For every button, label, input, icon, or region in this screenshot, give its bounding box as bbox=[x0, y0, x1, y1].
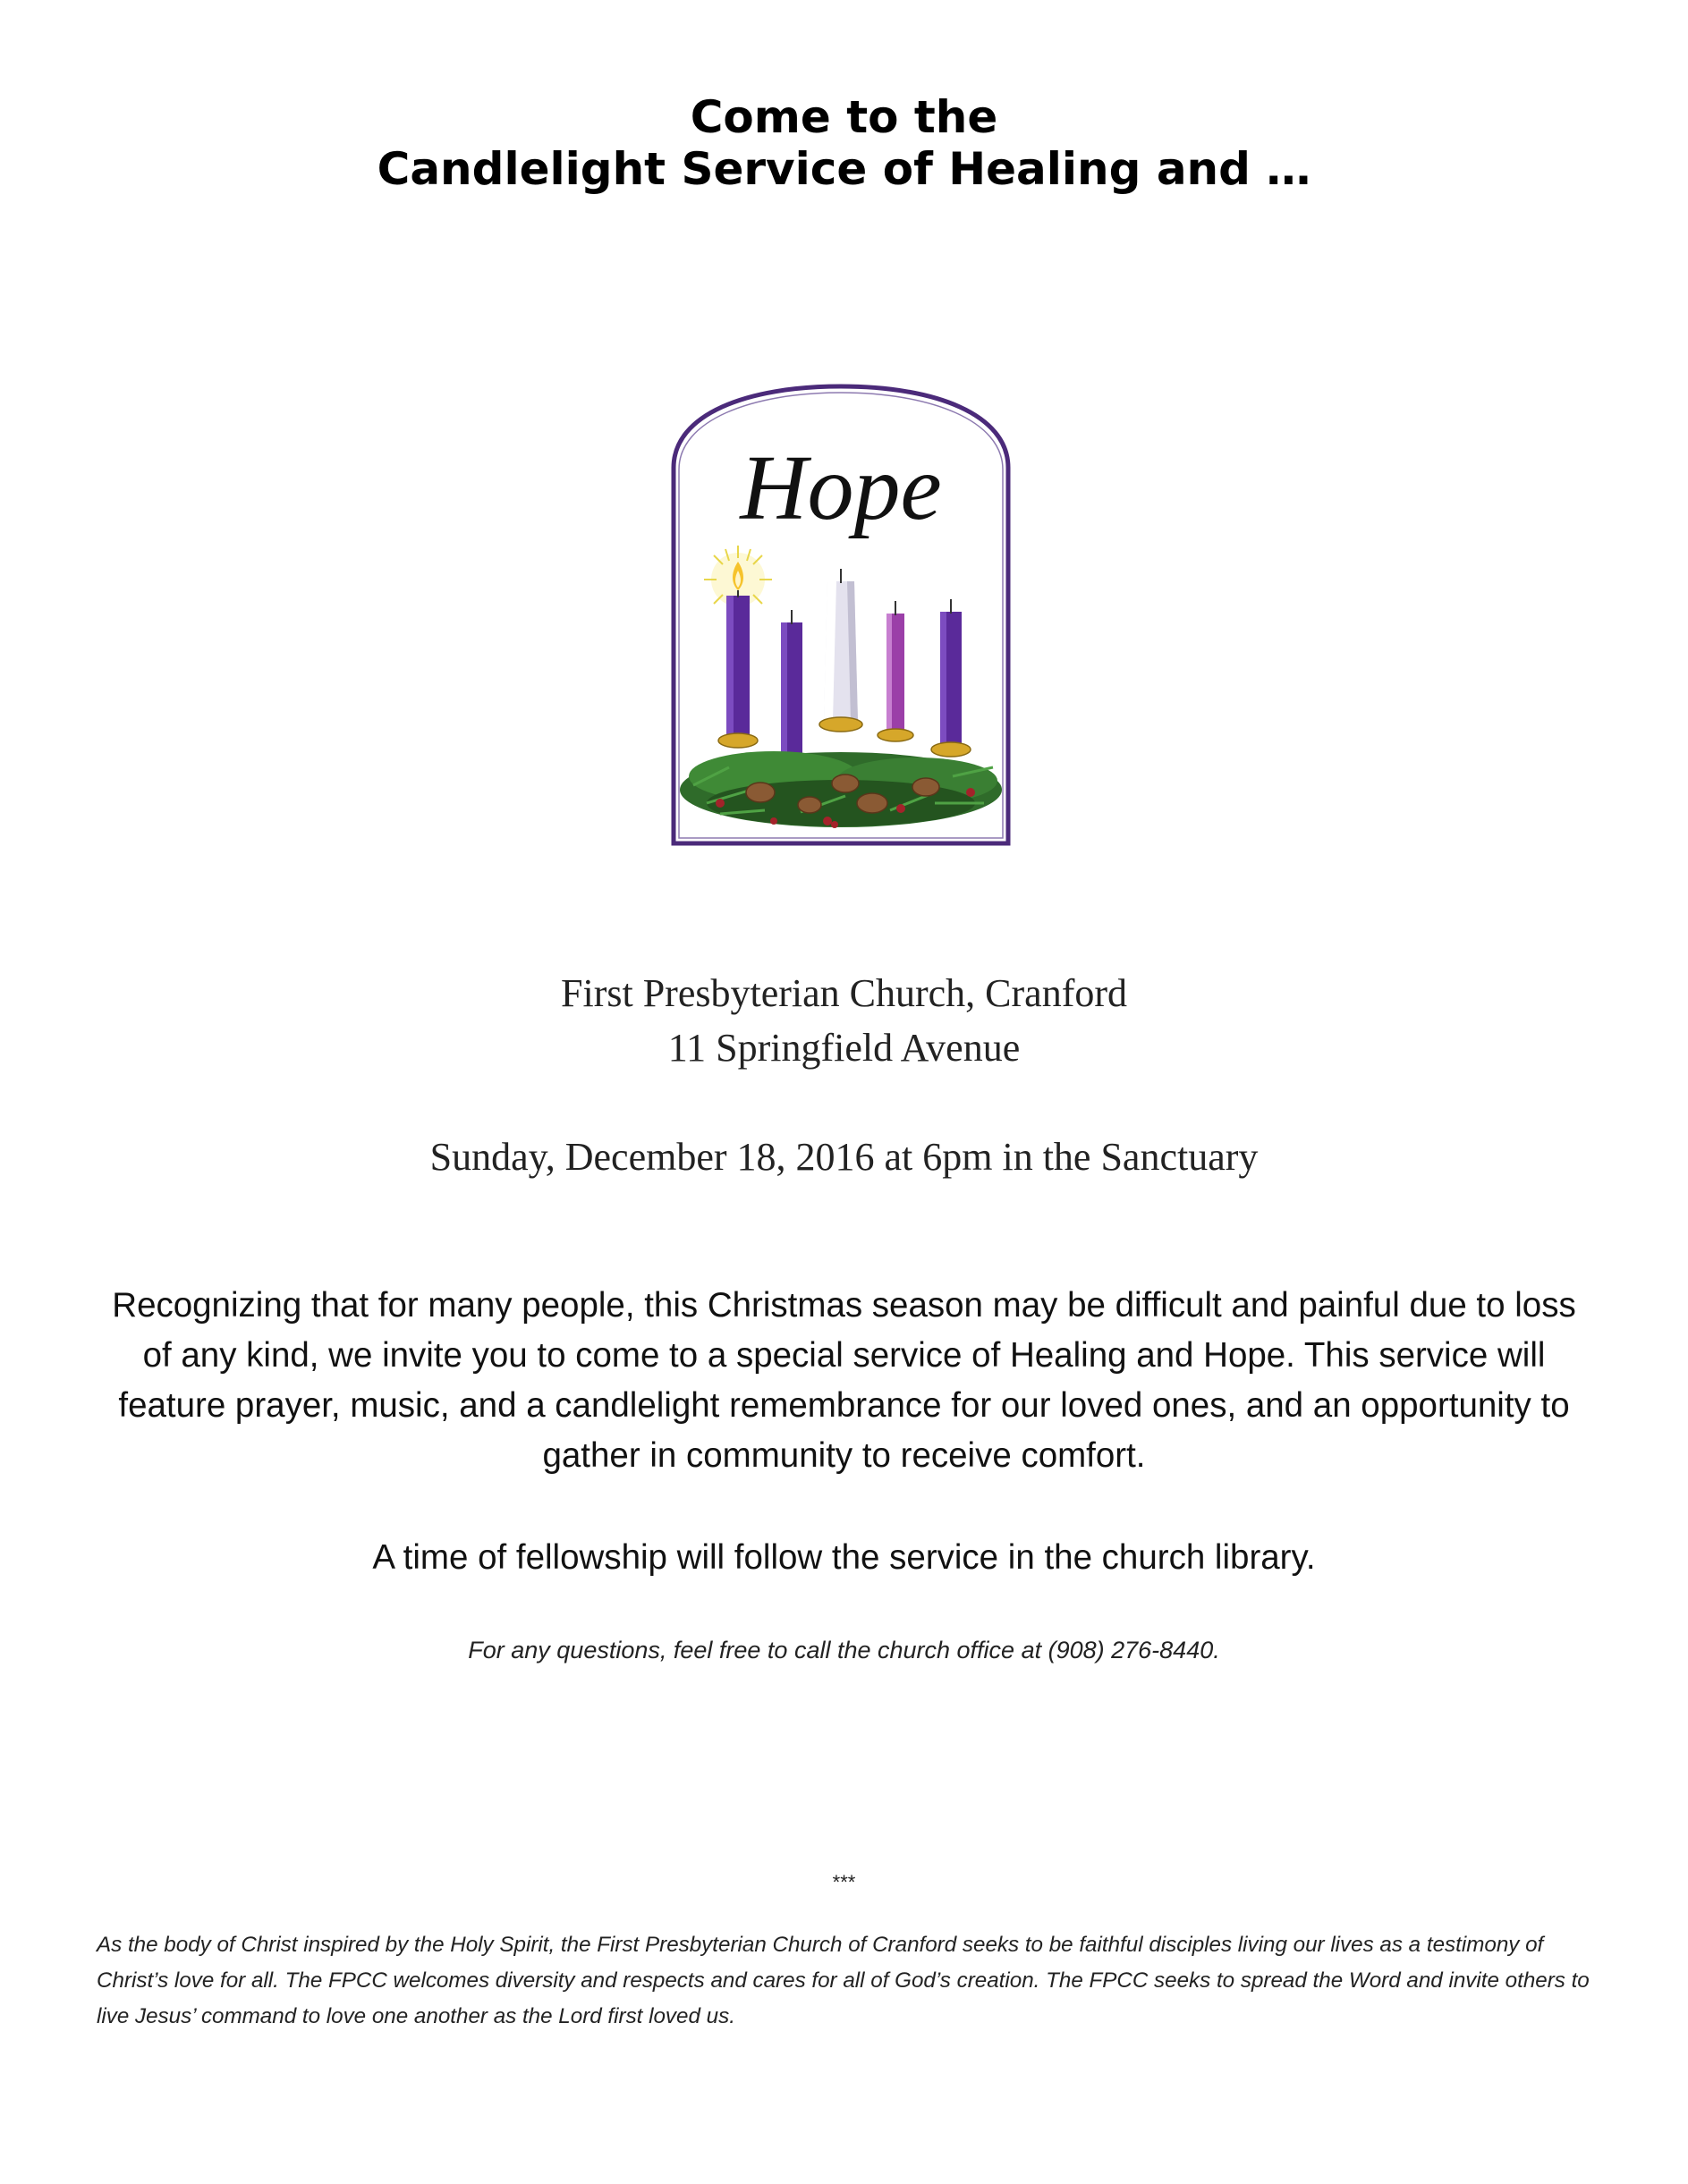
candle-purple-2 bbox=[781, 610, 802, 764]
church-name: First Presbyterian Church, Cranford bbox=[561, 971, 1127, 1015]
mission-statement: As the body of Christ inspired by the Holy Spirit, the First Presbyterian Church of Cranford seeks to be faithful disciples living our lives as a testimony of Christ’s love for all. The FPCC welcomes diversity and respects and cares for all of God’s creation. The FPCC seeks to spread the Word and invite others to live Jesus’ command to love one another as the Lord first loved us. bbox=[97, 1933, 1590, 2028]
headline-line-2: Candlelight Service of Healing and … bbox=[377, 143, 1311, 195]
candle-purple-3 bbox=[940, 599, 962, 746]
headline-line-1: Come to the bbox=[690, 91, 998, 143]
hope-advent-wreath-emblem bbox=[666, 383, 1015, 848]
invitation-paragraph: Recognizing that for many people, this Christmas season may be difficult and painful due to loss of any kind, we invite you to come to a special service of Healing and Hope. This service will feature prayer, music, and a candlelight remembrance for our loved ones, and an opportunity to gather in community to receive comfort. bbox=[112, 1286, 1576, 1475]
candle-purple-1 bbox=[726, 590, 750, 739]
candle-pink bbox=[886, 601, 904, 732]
fellowship-note: A time of fellowship will follow the service in the church library. bbox=[372, 1538, 1316, 1577]
candle-white bbox=[824, 569, 858, 721]
separator: *** bbox=[832, 1871, 856, 1893]
church-address: 11 Springfield Avenue bbox=[667, 1026, 1021, 1070]
service-date-time: Sunday, December 18, 2016 at 6pm in the Sanctuary bbox=[429, 1135, 1259, 1179]
hope-word: Hope bbox=[740, 436, 942, 539]
contact-note: For any questions, feel free to call the church office at (908) 276-8440. bbox=[468, 1637, 1220, 1663]
